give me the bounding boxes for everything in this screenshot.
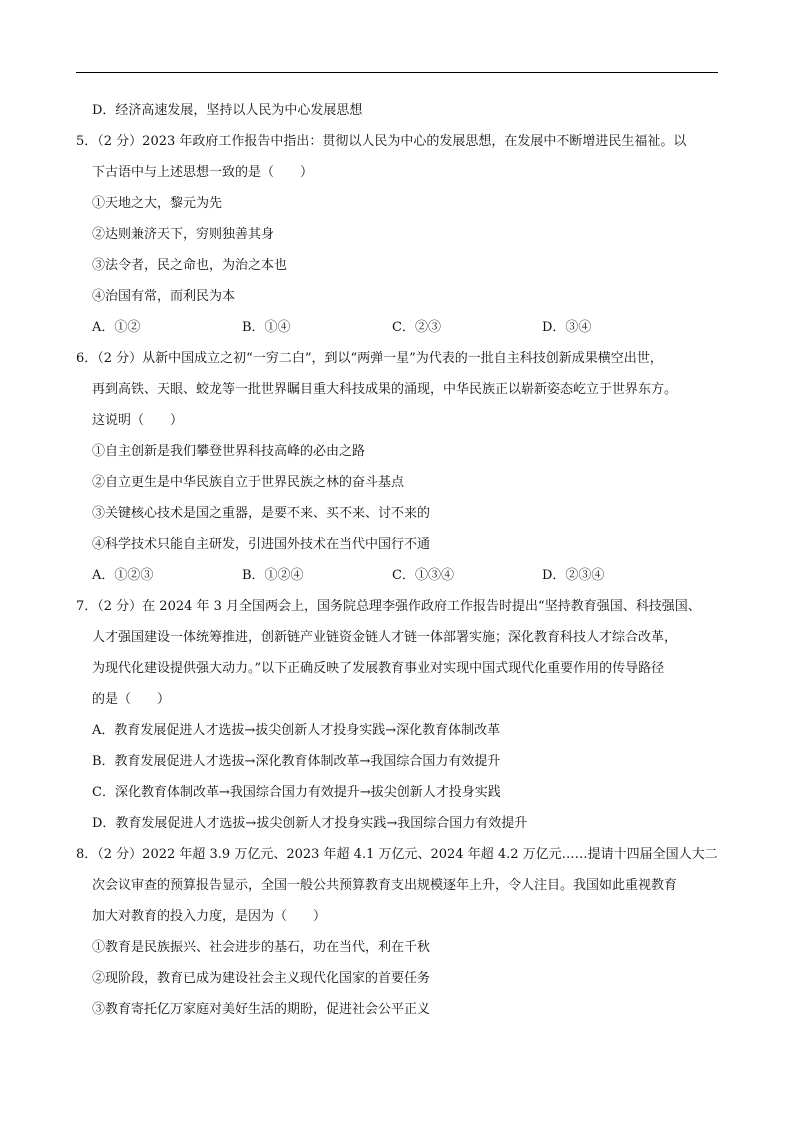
q8-stem-line-3: 加大对教育的投入力度，是因为（ ） (92, 909, 327, 924)
q6-options (76, 565, 718, 596)
q7-stem-line-2: 人才强国建设一体统筹推进，创新链产业链资金链人才链一体部署实施；深化教育科技人才综合改革， (92, 630, 678, 645)
q8-item-3: ③教育寄托亿万家庭对美好生活的期盼，促进社会公平正义 (92, 1002, 431, 1017)
q6-option-b[interactable]: B．①②④ (242, 568, 304, 583)
q5-options (76, 317, 718, 348)
q6-stem-line-3: 这说明（ ） (92, 413, 184, 428)
q5-item-1: ①天地之大，黎元为先 (92, 196, 223, 211)
q6-stem-line-2: 再到高铁、天眼、蛟龙等一批世界瞩目重大科技成果的涌现，中华民族正以崭新姿态屹立于世界东方。 (92, 382, 678, 397)
q5-item-2: ②达则兼济天下，穷则独善其身 (92, 227, 275, 242)
q7-option-a[interactable]: A．教育发展促进人才选拔→拔尖创新人才投身实践→深化教育体制改革 (92, 723, 501, 738)
q5-option-c[interactable]: C．②③ (392, 320, 441, 335)
q7-stem-line-4: 的是（ ） (92, 692, 171, 707)
header-rule (76, 72, 718, 73)
q7-stem-line-3: 为现代化建设提供强大动力。”以下正确反映了发展教育事业对实现中国式现代化重要作用的传导路径 (92, 661, 665, 676)
exam-page-content (76, 100, 718, 1030)
question-7 (76, 596, 718, 844)
q5-stem-line-1: 5．（2 分）2023 年政府工作报告中指出：贯彻以人民为中心的发展思想，在发展中不断增进民生福祉。以 (76, 134, 687, 149)
q6-item-4: ④科学技术只能自主研发，引进国外技术在当代中国行不通 (92, 537, 431, 552)
q6-option-a[interactable]: A．①②③ (92, 568, 154, 583)
q7-option-d[interactable]: D．教育发展促进人才选拔→拔尖创新人才投身实践→我国综合国力有效提升 (92, 816, 528, 831)
q8-item-2: ②现阶段，教育已成为建设社会主义现代化国家的首要任务 (92, 971, 431, 986)
q6-stem-line-1: 6．（2 分）从新中国成立之初“一穷二白”，到以“两弹一星”为代表的一批自主科技创新成果横空出世， (76, 351, 663, 366)
q5-option-b[interactable]: B．①④ (242, 320, 291, 335)
q7-stem-line-1: 7．（2 分）在 2024 年 3 月全国两会上，国务院总理李强作政府工作报告时提出“坚持教育强国、科技强国、 (76, 599, 701, 614)
q6-item-3: ③关键核心技术是国之重器，是要不来、买不来、讨不来的 (92, 506, 431, 521)
question-8 (76, 844, 718, 1030)
question-5 (76, 131, 718, 348)
q6-option-c[interactable]: C．①③④ (392, 568, 454, 583)
q4-option-d: D．经济高速发展，坚持以人民为中心发展思想 (92, 103, 363, 118)
q8-stem-line-2: 次会议审查的预算报告显示，全国一般公共预算教育支出规模逐年上升，令人注目。我国如此重视教育 (92, 878, 678, 893)
q7-option-b[interactable]: B．教育发展促进人才选拔→深化教育体制改革→我国综合国力有效提升 (92, 754, 501, 769)
q8-stem-line-1: 8．（2 分）2022 年超 3.9 万亿元、2023 年超 4.1 万亿元、2024 年超 4.2 万亿元……提请十四届全国人大二 (76, 847, 718, 862)
q6-option-d[interactable]: D．②③④ (542, 568, 605, 583)
q8-item-1: ①教育是民族振兴、社会进步的基石，功在当代，利在千秋 (92, 940, 431, 955)
q6-item-2: ②自立更生是中华民族自立于世界民族之林的奋斗基点 (92, 475, 405, 490)
question-6 (76, 348, 718, 596)
q7-option-c[interactable]: C．深化教育体制改革→我国综合国力有效提升→拔尖创新人才投身实践 (92, 785, 501, 800)
q5-option-a[interactable]: A．①② (92, 320, 141, 335)
q5-stem-line-2: 下古语中与上述思想一致的是（ ） (92, 165, 314, 180)
q5-item-3: ③法令者，民之命也，为治之本也 (92, 258, 288, 273)
q6-item-1: ①自主创新是我们攀登世界科技高峰的必由之路 (92, 444, 366, 459)
q5-item-4: ④治国有常，而利民为本 (92, 289, 236, 304)
q5-option-d[interactable]: D．③④ (542, 320, 592, 335)
